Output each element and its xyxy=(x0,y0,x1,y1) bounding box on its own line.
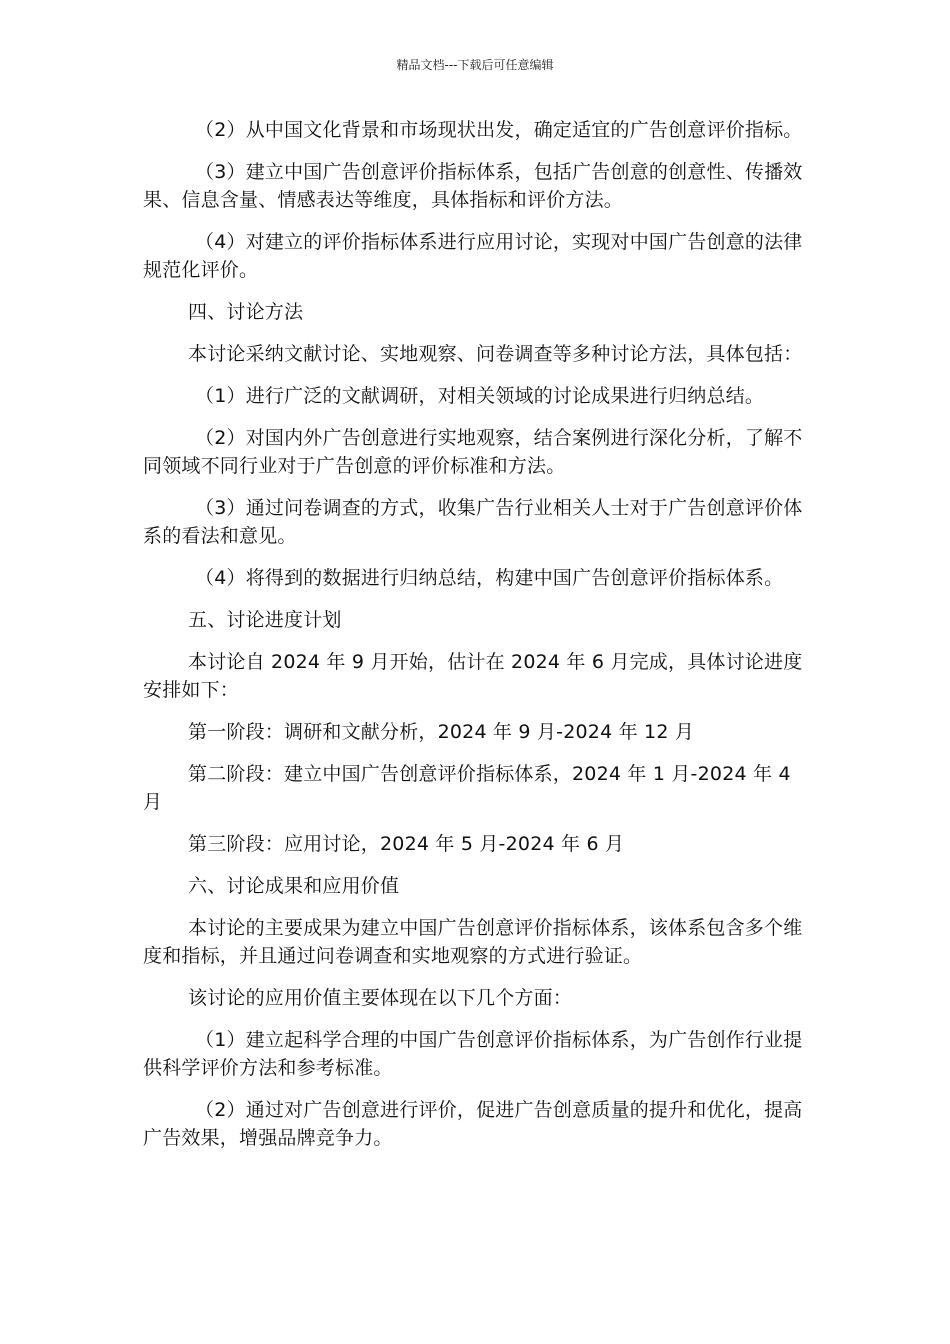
section-heading-results: 六、讨论成果和应用价值 xyxy=(188,875,400,897)
results-paragraph: 本讨论的主要成果为建立中国广告创意评价指标体系，该体系包含多个维度和指标，并且通过问卷调查和实地观察的方式进行验证。 xyxy=(143,917,803,967)
list-item-value-2: （2）通过对广告创意进行评价，促进广告创意质量的提升和优化，提高广告效果，增强品牌竞争力。 xyxy=(143,1099,803,1149)
list-item-method-3: （3）通过问卷调查的方式，收集广告行业相关人士对于广告创意评价体系的看法和意见。 xyxy=(143,497,803,547)
methods-intro-paragraph: 本讨论采纳文献讨论、实地观察、问卷调查等多种讨论方法，具体包括： xyxy=(188,343,803,365)
page-header: 精品文档---下载后可任意编辑 xyxy=(396,58,554,72)
schedule-phase-3: 第三阶段：应用讨论，2024 年 5 月-2024 年 6 月 xyxy=(188,833,625,855)
schedule-phase-1: 第一阶段：调研和文献分析，2024 年 9 月-2024 年 12 月 xyxy=(188,721,695,743)
list-item-objective-3: （3）建立中国广告创意评价指标体系，包括广告创意的创意性、传播效果、信息含量、情感表达等维度，具体指标和评价方法。 xyxy=(143,161,803,211)
section-heading-schedule: 五、讨论进度计划 xyxy=(188,609,342,631)
list-item-objective-2: （2）从中国文化背景和市场现状出发，确定适宜的广告创意评价指标。 xyxy=(195,119,803,141)
list-item-method-2: （2）对国内外广告创意进行实地观察，结合案例进行深化分析，了解不同领域不同行业对于广告创意的评价标准和方法。 xyxy=(143,427,803,477)
value-intro-paragraph: 该讨论的应用价值主要体现在以下几个方面： xyxy=(188,987,573,1009)
list-item-method-1: （1）进行广泛的文献调研，对相关领域的讨论成果进行归纳总结。 xyxy=(195,385,765,407)
list-item-objective-4: （4）对建立的评价指标体系进行应用讨论，实现对中国广告创意的法律规范化评价。 xyxy=(143,231,803,281)
schedule-phase-2: 第二阶段：建立中国广告创意评价指标体系，2024 年 1 月-2024 年 4 月 xyxy=(143,763,791,813)
list-item-method-4: （4）将得到的数据进行归纳总结，构建中国广告创意评价指标体系。 xyxy=(195,567,784,589)
schedule-intro-paragraph: 本讨论自 2024 年 9 月开始，估计在 2024 年 6 月完成，具体讨论进度安排如下： xyxy=(143,651,803,701)
list-item-value-1: （1）建立起科学合理的中国广告创意评价指标体系，为广告创作行业提供科学评价方法和参考标准。 xyxy=(143,1029,803,1079)
section-heading-methods: 四、讨论方法 xyxy=(188,301,304,323)
document-body xyxy=(143,116,813,1166)
